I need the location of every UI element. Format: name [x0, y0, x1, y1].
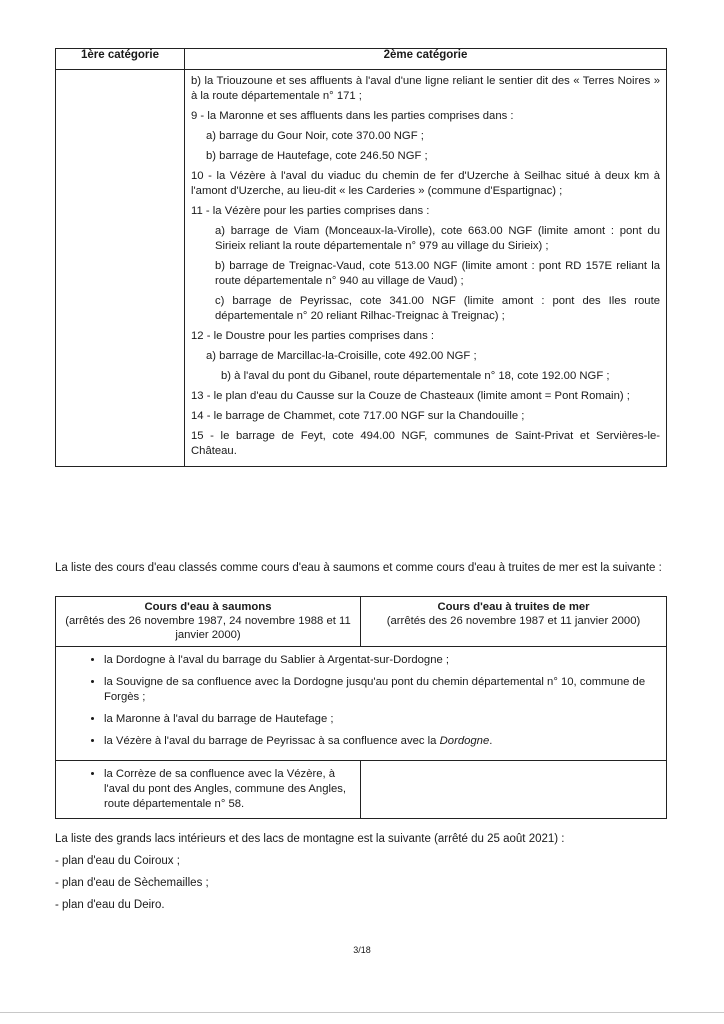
- list-item-italic: Dordogne: [439, 735, 490, 747]
- list-item: • la Maronne à l'aval du barrage de Hautefage ;: [104, 712, 658, 727]
- salmon-header: [56, 597, 361, 647]
- list-item: 14 - le barrage de Chammet, cote 717.00 NGF sur la Chandouille ;: [191, 410, 525, 422]
- shared-rivers-list: [56, 647, 666, 760]
- list-item: c) barrage de Peyrissac, cote 341.00 NGF (limite amont : pont des Iles route départementale n° 20 reliant Rilhac-Treignac à Treignac) ;: [215, 295, 660, 322]
- trout-header: [361, 597, 667, 647]
- first-category-cell: [56, 70, 185, 467]
- list-item: b) la Triouzoune et ses affluents à l'aval d'une ligne reliant le sentier dit des « Terres Noires » à la route départementale n° 171 ;: [191, 75, 660, 102]
- list-item: 11 - la Vézère pour les parties comprises dans :: [191, 205, 430, 217]
- lake-item: - plan d'eau du Deiro.: [55, 899, 165, 911]
- lakes-intro-paragraph: La liste des grands lacs intérieurs et des lacs de montagne est la suivante (arrêté du 25 août 2021) :: [55, 833, 565, 845]
- category-table: [55, 48, 667, 467]
- list-item-end: .: [489, 735, 493, 747]
- salmon-title: Cours d'eau à saumons: [144, 601, 272, 613]
- salmon-only-cell: [56, 761, 361, 819]
- list-item: • la Corrèze de sa confluence avec la Vézère, à l'aval du pont des Angles, commune des Angles, route départementale n° 58.: [104, 767, 356, 812]
- trout-title: Cours d'eau à truites de mer: [437, 601, 590, 613]
- salmon-only-row: [56, 761, 667, 819]
- lake-item: - plan d'eau de Sèchemailles ;: [55, 877, 209, 889]
- list-item: a) barrage de Viam (Monceaux-la-Virolle), cote 663.00 NGF (limite amont : pont du Sirieix reliant la route départementale n° 979 au village du Sirieix) ;: [215, 225, 660, 252]
- salmon-subtitle: (arrêtés des 26 novembre 1987, 24 novembre 1988 et 11 janvier 2000): [65, 615, 351, 641]
- shared-rivers-cell: [56, 647, 667, 761]
- list-item: • la Souvigne de sa confluence avec la Dordogne jusqu'au pont du chemin départemental n° 10, commune de Forgès ;: [104, 675, 658, 705]
- shared-rivers-row: [56, 647, 667, 761]
- second-category-cell: [185, 70, 667, 467]
- salmon-only-list: [56, 761, 360, 818]
- list-item: 9 - la Maronne et ses affluents dans les parties comprises dans :: [191, 110, 514, 122]
- list-item: a) barrage de Marcillac-la-Croisille, cote 492.00 NGF ;: [206, 350, 477, 362]
- list-item: b) barrage de Hautefage, cote 246.50 NGF ;: [206, 150, 428, 162]
- first-category-header: 1ère catégorie: [56, 49, 185, 70]
- category-table-header: [56, 49, 667, 70]
- list-item: 12 - le Doustre pour les parties comprises dans :: [191, 330, 434, 342]
- salmon-trout-header-row: [56, 597, 667, 647]
- list-item: 15 - le barrage de Feyt, cote 494.00 NGF, communes de Saint-Privat et Servières-le-Château.: [191, 430, 660, 457]
- list-item-text: la Vézère à l'aval du barrage de Peyrissac à sa confluence avec la: [104, 735, 437, 747]
- page-number: 3/18: [353, 945, 371, 955]
- list-item: a) barrage du Gour Noir, cote 370.00 NGF ;: [206, 130, 424, 142]
- list-item: 10 - la Vézère à l'aval du viaduc du chemin de fer d'Uzerche à Seilhac situé à deux km à l'amont d'Uzerche, au lieu-dit « les Carderies » (commune d'Espartignac) ;: [191, 170, 660, 197]
- category-table-row: [56, 70, 667, 467]
- trout-subtitle: (arrêtés des 26 novembre 1987 et 11 janvier 2000): [386, 615, 641, 627]
- list-item: b) à l'aval du pont du Gibanel, route départementale n° 18, cote 192.00 NGF ;: [221, 370, 610, 382]
- second-category-header: 2ème catégorie: [185, 49, 667, 70]
- list-item: b) barrage de Treignac-Vaud, cote 513.00 NGF (limite amont : pont RD 157E reliant la route départementale n° 940 au village de Vaud) ;: [215, 260, 660, 287]
- lake-item: - plan d'eau du Coiroux ;: [55, 855, 180, 867]
- list-item: 13 - le plan d'eau du Causse sur la Couze de Chasteaux (limite amont = Pont Romain) ;: [191, 390, 630, 402]
- trout-empty-cell: [361, 761, 667, 819]
- salmon-trout-table: [55, 596, 667, 819]
- list-item: [104, 734, 658, 749]
- list-item: • la Dordogne à l'aval du barrage du Sablier à Argentat-sur-Dordogne ;: [104, 653, 658, 668]
- salmon-intro-paragraph: La liste des cours d'eau classés comme cours d'eau à saumons et comme cours d'eau à truites de mer est la suivante :: [55, 562, 662, 574]
- scan-edge-divider: [0, 1012, 724, 1013]
